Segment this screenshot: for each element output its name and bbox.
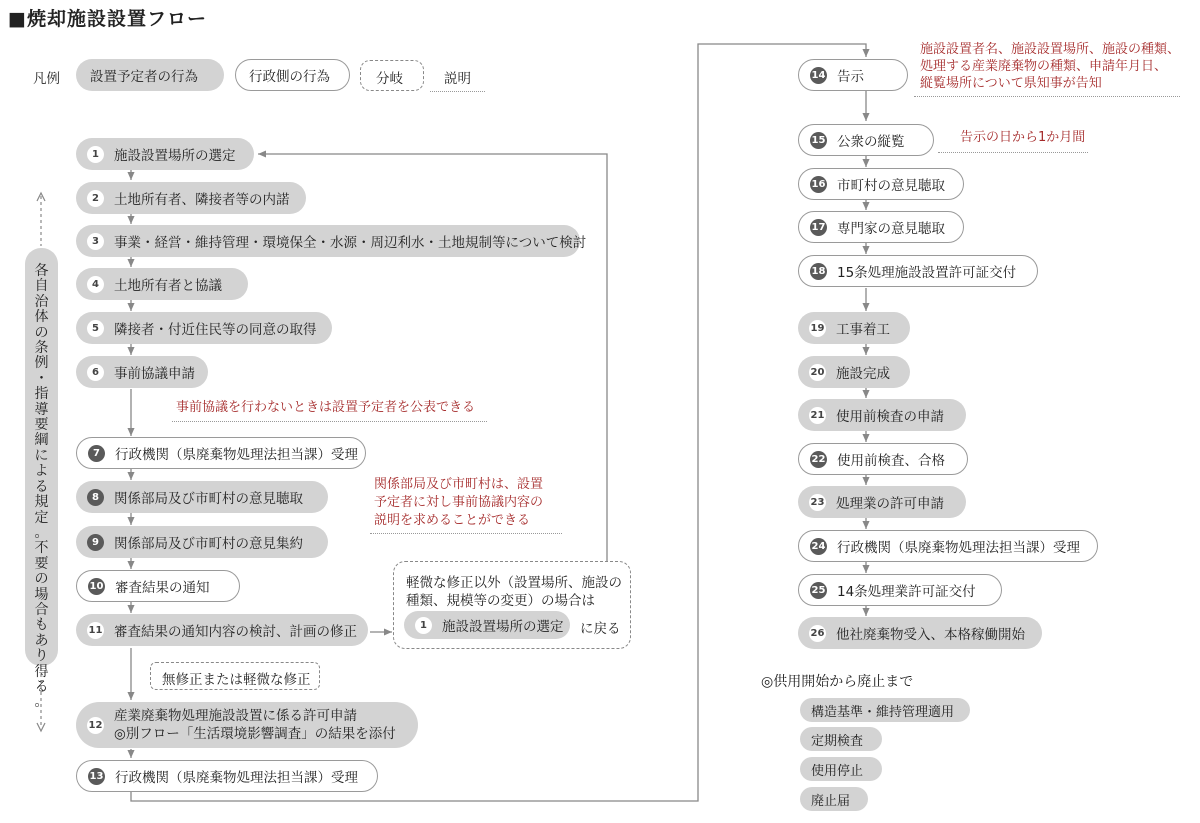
step-label: 使用前検査の申請	[836, 409, 944, 425]
step-7	[76, 437, 366, 469]
minor-fix-label: 無修正または軽微な修正	[162, 672, 311, 688]
step-12	[76, 702, 418, 748]
step-number: 25	[810, 582, 827, 599]
step-21	[798, 399, 966, 431]
step-5	[76, 312, 332, 344]
note-explain-request-1: 関係部局及び市町村は、設置	[374, 477, 544, 492]
post-op-abolition-notice	[800, 787, 868, 811]
note-notice-content-2: 処理する産業廃棄物の種類、申請年月日、	[920, 59, 1168, 74]
step-number: 2	[87, 190, 104, 207]
step-23	[798, 486, 966, 518]
post-operation-heading: ◎供用開始から廃止まで	[761, 674, 914, 690]
post-op-label: 使用停止	[811, 763, 864, 779]
post-op-periodic-inspection	[800, 727, 882, 751]
legend-explanation-line	[430, 91, 485, 92]
step-label-sub: ◎別フロー「生活環境影響調査」の結果を添付	[114, 726, 396, 742]
step-14	[798, 59, 908, 91]
step-number: 22	[810, 451, 827, 468]
note-explain-request-line	[370, 533, 562, 534]
step-number: 8	[87, 489, 104, 506]
step-label: 産業廃棄物処理施設設置に係る許可申請	[114, 708, 357, 724]
legend-label: 凡例	[33, 71, 60, 87]
step-3	[76, 225, 587, 257]
legend-branch	[360, 60, 424, 91]
step-12-text	[114, 707, 396, 743]
step-number: 11	[87, 622, 104, 639]
step-number: 23	[809, 494, 826, 511]
step-label: 施設設置場所の選定	[442, 619, 564, 635]
note-explain-request-2: 予定者に対し事前協議内容の	[374, 495, 544, 510]
step-13	[76, 760, 378, 792]
branch-text-2: 種類、規模等の変更）の場合は	[406, 593, 595, 609]
step-number: 16	[810, 176, 827, 193]
note-notice-content-line	[914, 96, 1180, 97]
step-label: 行政機関（県廃棄物処理法担当課）受理	[837, 540, 1080, 556]
step-10	[76, 570, 240, 602]
step-19	[798, 312, 910, 344]
note-notice-content-1: 施設設置者名、施設設置場所、施設の種類、	[920, 42, 1181, 57]
step-number: 4	[87, 276, 104, 293]
note-public-period: 告示の日から1か月間	[960, 130, 1086, 145]
legend-admin-action	[235, 59, 350, 91]
step-18	[798, 255, 1038, 287]
note-explain-request-3: 説明を求めることができる	[374, 513, 531, 528]
step-number: 3	[87, 233, 104, 250]
branch-return-tail: に戻る	[580, 621, 621, 637]
step-20	[798, 356, 910, 388]
step-9	[76, 526, 328, 558]
step-2	[76, 182, 306, 214]
step-22	[798, 443, 968, 475]
step-number: 1	[415, 617, 432, 634]
step-label: 施設設置場所の選定	[114, 148, 236, 164]
step-number: 21	[809, 407, 826, 424]
step-number: 5	[87, 320, 104, 337]
step-number: 12	[87, 717, 104, 734]
step-number: 6	[87, 364, 104, 381]
branch-text-1: 軽微な修正以外（設置場所、施設の	[406, 575, 622, 591]
branch-return-box	[393, 561, 631, 649]
step-number: 15	[810, 132, 827, 149]
step-label: 他社廃棄物受入、本格稼働開始	[836, 627, 1025, 643]
step-number: 1	[87, 146, 104, 163]
step-label: 土地所有者と協議	[114, 278, 222, 294]
note-no-prior-consult-line	[172, 421, 487, 422]
step-24	[798, 530, 1098, 562]
diagram-title: ■焼却施設設置フロー	[8, 8, 207, 30]
post-op-label: 廃止届	[811, 793, 851, 809]
step-number: 19	[809, 320, 826, 337]
step-label: 審査結果の通知内容の検討、計画の修正	[114, 624, 357, 640]
step-label: 市町村の意見聴取	[837, 178, 945, 194]
step-number: 10	[88, 578, 105, 595]
legend-admin-action-label: 行政側の行為	[249, 69, 330, 85]
step-label: 使用前検査、合格	[837, 453, 945, 469]
step-label: 事前協議申請	[114, 366, 195, 382]
step-number: 13	[88, 768, 105, 785]
step-label: 隣接者・付近住民等の同意の取得	[114, 322, 317, 338]
step-label: 専門家の意見聴取	[837, 221, 945, 237]
step-4	[76, 268, 248, 300]
legend-explanation-label: 説明	[444, 71, 471, 87]
branch-step-1	[404, 611, 570, 639]
minor-fix-box	[150, 662, 320, 690]
post-op-label: 定期検査	[811, 733, 864, 749]
post-op-suspension	[800, 757, 882, 781]
step-15	[798, 124, 934, 156]
step-label: 行政機関（県廃棄物処理法担当課）受理	[115, 770, 358, 786]
step-label: 事業・経営・維持管理・環境保全・水源・周辺利水・土地規制等について検討	[114, 235, 587, 251]
legend-applicant-action	[76, 59, 224, 91]
step-label: 審査結果の通知	[115, 580, 210, 596]
step-number: 18	[810, 263, 827, 280]
step-number: 9	[87, 534, 104, 551]
step-label: 関係部局及び市町村の意見聴取	[114, 491, 303, 507]
step-8	[76, 481, 328, 513]
municipal-rule-note: 各 自 治 体 の 条 例 ・ 指 導 要 綱 に よ る 規 定 。 不 要 の 場 合 も あ り 得 る 。	[34, 263, 49, 711]
step-number: 24	[810, 538, 827, 555]
step-16	[798, 168, 964, 200]
legend-applicant-action-label: 設置予定者の行為	[90, 69, 198, 85]
note-notice-content-3: 縦覧場所について県知事が告知	[920, 76, 1102, 91]
step-label: 施設完成	[836, 366, 890, 382]
step-26	[798, 617, 1042, 649]
step-6	[76, 356, 208, 388]
note-no-prior-consult: 事前協議を行わないときは設置予定者を公表できる	[176, 400, 476, 415]
note-public-period-line	[938, 152, 1088, 153]
step-label: 土地所有者、隣接者等の内諾	[114, 192, 290, 208]
step-number: 14	[810, 67, 827, 84]
step-1	[76, 138, 254, 170]
step-number: 20	[809, 364, 826, 381]
step-label: 工事着工	[836, 322, 890, 338]
step-label: 行政機関（県廃棄物処理法担当課）受理	[115, 447, 358, 463]
step-17	[798, 211, 964, 243]
step-label: 関係部局及び市町村の意見集約	[114, 536, 303, 552]
step-number: 7	[88, 445, 105, 462]
step-label: 15条処理施設設置許可証交付	[837, 265, 1017, 281]
step-label: 処理業の許可申請	[836, 496, 944, 512]
step-label: 14条処理業許可証交付	[837, 584, 976, 600]
step-11	[76, 614, 368, 646]
legend-branch-label: 分岐	[376, 71, 403, 87]
step-number: 26	[809, 625, 826, 642]
step-number: 17	[810, 219, 827, 236]
post-op-structure-standards	[800, 698, 970, 722]
post-op-label: 構造基準・維持管理適用	[811, 704, 955, 720]
step-label: 公衆の縦覧	[837, 134, 905, 150]
step-25	[798, 574, 1002, 606]
step-label: 告示	[837, 69, 864, 85]
